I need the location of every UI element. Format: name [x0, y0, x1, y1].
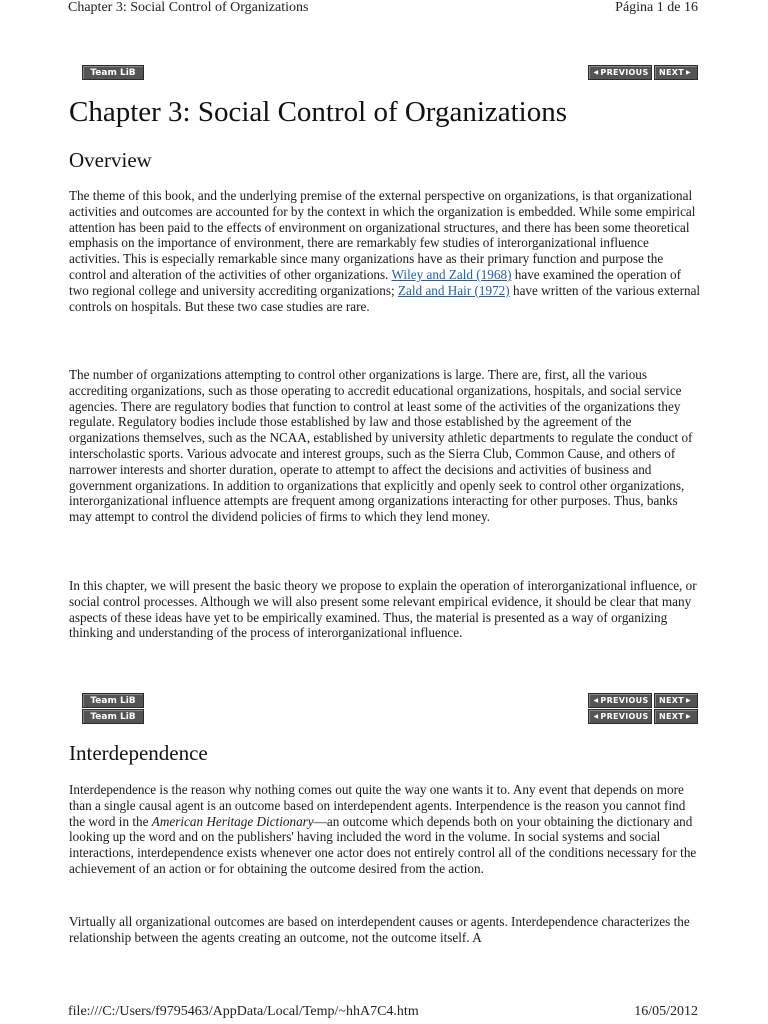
print-footer [68, 1004, 698, 1022]
team-lib-button[interactable]: Team LiB [82, 65, 144, 80]
mid-navbar-2 [82, 709, 698, 724]
team-lib-button[interactable]: Team LiB [82, 709, 144, 724]
interdependence-paragraph-2: Virtually all organizational outcomes are based on interdependent causes or agents. Interdependence characterizes the relationship between the agents creating an outcome, not the outcome itself. A [69, 914, 690, 945]
next-arrow-icon: ▶ [686, 69, 691, 76]
chapter-title: Chapter 3: Social Control of Organizations [69, 96, 568, 128]
overview-paragraph-1 [69, 188, 701, 314]
next-button-label: NEXT [659, 68, 685, 77]
next-button[interactable] [654, 693, 698, 708]
interdependence-paragraph-1 [69, 782, 701, 877]
zald-hair-link[interactable]: Zald and Hair (1972) [397, 282, 510, 298]
text-run: have examined the operation of two regional college and university accrediting organizations; [69, 266, 682, 298]
previous-button[interactable] [588, 693, 652, 708]
previous-arrow-icon: ◀ [593, 69, 599, 76]
previous-button[interactable] [588, 65, 652, 80]
dictionary-title: American Heritage Dictionary [151, 813, 314, 829]
next-button[interactable] [654, 709, 698, 724]
text-run: —an outcome which depends both on your obtaining the dictionary and looking up the word and on the publishers' having included the word in the volume. In social systems and social interactions, interdependence exists whenever one actor does not entirely control all of the conditions necessary for the achievement of an action or for obtaining the outcome desired from the action. [69, 813, 697, 876]
previous-button-label: PREVIOUS [600, 696, 649, 705]
previous-arrow-icon: ◀ [593, 713, 599, 720]
mid-navbar-1 [82, 693, 698, 708]
print-header-title: Chapter 3: Social Control of Organizations [68, 0, 309, 15]
next-button-label: NEXT [659, 712, 685, 721]
section-heading-overview: Overview [69, 148, 152, 172]
section-heading-interdependence: Interdependence [69, 741, 208, 765]
text-run: The theme of this book, and the underlying premise of the external perspective on organizations, is that organizational activities and outcomes are accounted for by the context in which the organization is embedded. While some empirical attention has been paid to the effects of environment on organizational structures, and there has been some theoretical emphasis on the importance of environment, there are remarkably few studies of interorganizational influence activities. This is especially remarkable since many organizations have as their primary function and purpose the control and alteration of the activities of other organizations. [69, 188, 696, 282]
team-lib-button[interactable]: Team LiB [82, 693, 144, 708]
overview-paragraph-2: The number of organizations attempting to control other organizations is large. There are, first, all the various accrediting organizations, such as those operating to accredit educational organizations, hospitals, and social service agencies. There are regulatory bodies that function to control at least some of the activities of the organizations they regulate. Regulatory bodies include those established by law and those established by the agreement of the organizations themselves, such as the NCAA, established by university athletic departments to regulate the conduct of interscholastic sports. Various advocate and interest groups, such as the Sierra Club, Common Cause, and others of narrower interests and shorter duration, operate to attempt to affect the decisions and activities of business and government organizations. In addition to organizations that explicitly and openly seek to control other organizations, interorganizational influence attempts are frequent among organizations interacting for other purposes. Thus, banks may attempt to control the dividend policies of firms to which they lend money. [69, 367, 693, 525]
next-arrow-icon: ▶ [686, 713, 691, 720]
next-button[interactable] [654, 65, 698, 80]
next-button-label: NEXT [659, 696, 685, 705]
previous-button[interactable] [588, 709, 652, 724]
wiley-zald-link[interactable]: Wiley and Zald (1968) [391, 266, 512, 282]
text-run: Interdependence is the reason why nothing comes out quite the way one wants it to. Any event that depends on more than a single causal agent is an outcome based on interdependent agents. Interpendence is the reason you cannot find the word in the [69, 782, 686, 829]
previous-arrow-icon: ◀ [593, 697, 599, 704]
print-date: 16/05/2012 [634, 1004, 698, 1019]
overview-paragraph-3: In this chapter, we will present the basic theory we propose to explain the operation of interorganizational influence, or social control processes. Although we will also present some relevant empirical evidence, it should be clear that many aspects of these ideas have yet to be empirically examined. Thus, the material is presented as a way of organizing thinking and understanding of the process of interorganizational influence. [69, 578, 697, 641]
previous-button-label: PREVIOUS [600, 68, 649, 77]
previous-button-label: PREVIOUS [600, 712, 649, 721]
file-path: file:///C:/Users/f9795463/AppData/Local/Temp/~hhA7C4.htm [68, 1004, 419, 1019]
page-number: Página 1 de 16 [615, 0, 698, 15]
top-navbar [82, 65, 698, 80]
print-header [68, 0, 698, 18]
next-arrow-icon: ▶ [686, 697, 691, 704]
text-run: have written of the various external controls on hospitals. But these two case studies are rare. [69, 282, 701, 314]
